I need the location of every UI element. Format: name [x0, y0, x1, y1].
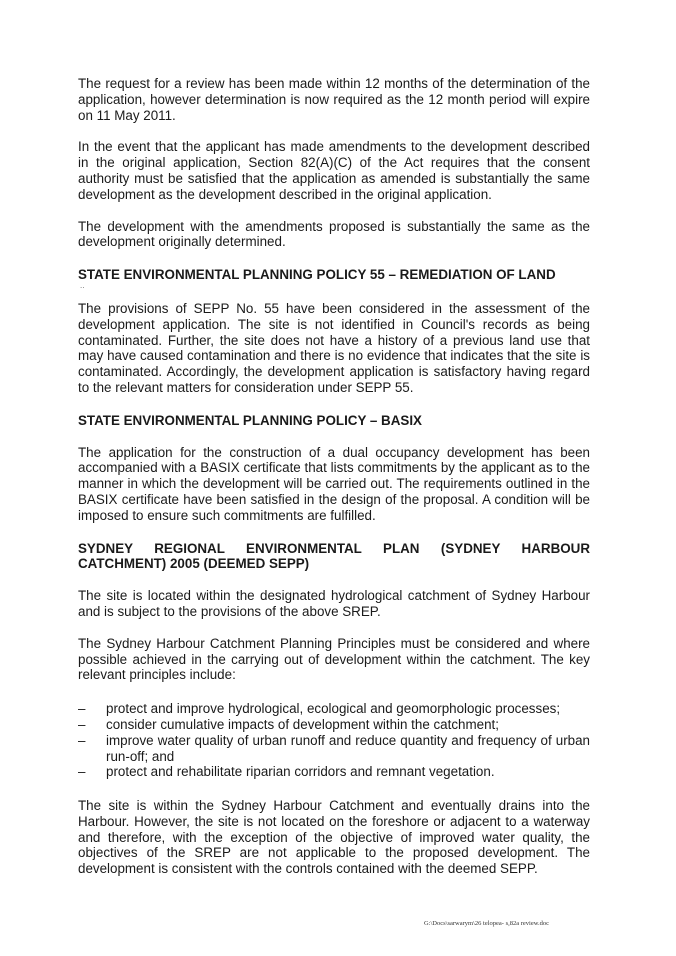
paragraph-sepp55: The provisions of SEPP No. 55 have been considered in the assessment of the development application. The site is not identified in Council's records as being contaminated. Further, the site does not have a history of a previous land use that may have caused contamination and there is no evidence that indicates that the site is contaminated. Accordingly, the development application is satisfactory having regard to the relevant matters for consideration under SEPP 55. — [78, 300, 590, 395]
paragraph-substantially-same: The development with the amendments proposed is substantially the same as the development originally determined. — [78, 218, 590, 250]
list-item — [78, 701, 590, 717]
dash-marker: – — [78, 716, 86, 732]
paragraph-review-request: The request for a review has been made within 12 months of the determination of the application, however determination is now required as the 12 month period will expire on 11 May 2011. — [78, 76, 590, 123]
paragraph-srep-conclusion: The site is within the Sydney Harbour Catchment and eventually drains into the Harbour. However, the site is not located on the foreshore or adjacent to a waterway and therefore, with the exception of the objective of improved water quality, the objectives of the SREP are not applicable to the proposed development. The development is consistent with the controls contained with the deemed SEPP. — [78, 798, 590, 877]
document-body — [78, 76, 590, 877]
list-item-text: improve water quality of urban runoff and reduce quantity and frequency of urban run-off; and — [106, 732, 590, 764]
footer-file-path: G:\Docs\sarwarym\26 telopea- s,82a review.doc — [424, 920, 550, 927]
heading-srep: SYDNEY REGIONAL ENVIRONMENTAL PLAN (SYDNEY HARBOUR CATCHMENT) 2005 (DEEMED SEPP) — [78, 540, 590, 572]
list-item — [78, 764, 590, 780]
list-item — [78, 717, 590, 733]
paragraph-basix: The application for the construction of a dual occupancy development has been accompanied with a BASIX certificate that lists commitments by the applicant as to the manner in which the development will be carried out. The requirements outlined in the BASIX certificate have been satisfied in the design of the proposal. A condition will be imposed to ensure such commitments are fulfilled. — [78, 444, 590, 523]
heading-sepp55: STATE ENVIRONMENTAL PLANNING POLICY 55 – REMEDIATION OF LAND — [78, 267, 556, 283]
paragraph-srep-principles-intro: The Sydney Harbour Catchment Planning Principles must be considered and where possible achieved in the carrying out of development within the catchment. The key relevant principles include: — [78, 635, 590, 683]
list-item-text: protect and rehabilitate riparian corridors and remnant vegetation. — [106, 764, 495, 780]
paragraph-amendments: In the event that the applicant has made amendments to the development described in the original application, Section 82(A)(C) of the Act requires that the consent authority must be satisfied that the application as amended is substantially the same development as the development described in the original application. — [78, 139, 590, 202]
principles-list — [78, 701, 590, 780]
list-item — [78, 733, 590, 765]
stray-mark: .. — [80, 281, 85, 290]
dash-marker: – — [78, 732, 86, 748]
list-item-text: protect and improve hydrological, ecological and geomorphologic processes; — [106, 701, 561, 717]
dash-marker: – — [78, 701, 86, 717]
dash-marker: – — [78, 764, 86, 780]
list-item-text: consider cumulative impacts of development within the catchment; — [106, 716, 499, 732]
paragraph-srep-location: The site is located within the designated hydrological catchment of Sydney Harbour and is subject to the provisions of the above SREP. — [78, 588, 590, 619]
heading-basix: STATE ENVIRONMENTAL PLANNING POLICY – BASIX — [78, 412, 422, 428]
